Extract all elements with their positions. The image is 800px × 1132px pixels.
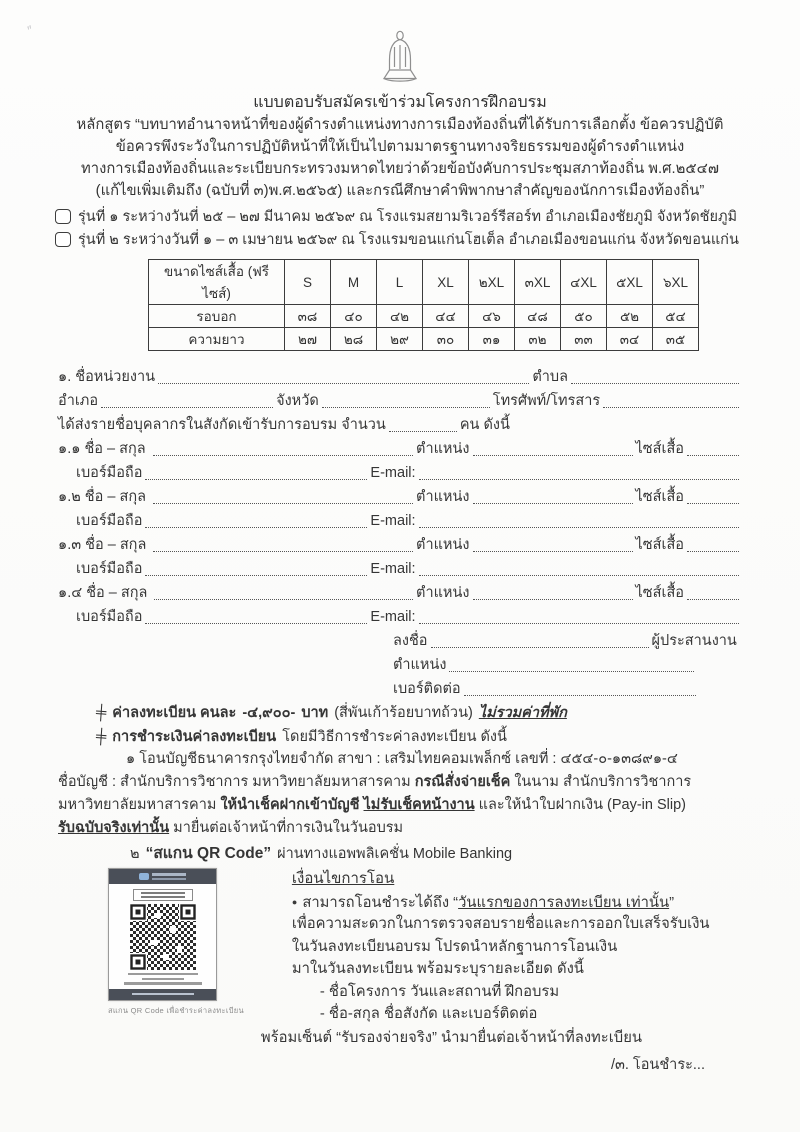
fee-note: ไม่รวมค่าที่พัก xyxy=(478,705,567,721)
size-cell: ๓๐ xyxy=(423,328,469,351)
bank-name-text-bar xyxy=(152,873,186,876)
condition-1-close: ” xyxy=(669,894,675,911)
shirt-label: ไซส์เสื้อ xyxy=(635,489,684,505)
province-blank xyxy=(322,407,490,408)
province-label: จังหวัด xyxy=(276,393,319,409)
transfer-conditions xyxy=(260,868,710,1049)
bank-account-text: ๑ โอนบัญชีธนาคารกรุงไทยจำกัด สาขา : เสริมไทยคอมเพล็กซ์ เลขที่ : ๔๕๔-๐-๑๓๘๙๑-๔ xyxy=(126,751,678,767)
qr-caption: สแกน QR Code เพื่อชำระค่าลงทะเบียน xyxy=(108,1005,244,1015)
count-suffix: คน ดังนี้ xyxy=(459,417,510,433)
account-text: มหาวิทยาลัยมหาสารคาม xyxy=(58,797,221,813)
amphoe-label: อำเภอ xyxy=(58,393,99,409)
qr-code-icon xyxy=(130,904,196,970)
contact-label: เบอร์ติดต่อ xyxy=(393,681,461,697)
session-2-label: รุ่นที่ ๒ ระหว่างวันที่ ๑ – ๓ เมษายน ๒๕๖๙ ณ โรงแรมขอนแก่นโฮเต็ล อำเภอเมืองขอนแก่น จังหวัดขอนแก่น xyxy=(78,232,739,248)
count-line xyxy=(58,412,742,436)
qr-finder-top-right xyxy=(179,904,196,921)
person-contact-line xyxy=(76,604,742,628)
condition-2: เพื่อความสะดวกในการตรวจสอบรายชื่อและการออกใบเสร็จรับเงิน xyxy=(291,916,710,932)
condition-5: - ชื่อโครงการ วันและสถานที่ ฝึกอบรม xyxy=(319,983,560,1000)
condition-3: ในวันลงทะเบียนอบรม โปรดนำหลักฐานการโอนเงิน xyxy=(291,938,618,955)
session-1-row xyxy=(55,205,800,228)
signature-block xyxy=(393,628,742,700)
size-cell: ๓๕ xyxy=(653,328,699,351)
mobile-label: เบอร์มือถือ xyxy=(76,609,143,625)
tambon-blank xyxy=(571,383,739,384)
person-contact-line xyxy=(76,508,742,532)
bank-transfer-line xyxy=(126,748,742,771)
qr-method-line xyxy=(130,840,742,865)
size-header-cell: S xyxy=(285,260,331,305)
contact-blank xyxy=(464,695,696,696)
name-blank xyxy=(154,599,413,600)
email-label: E-mail: xyxy=(370,609,416,625)
email-blank xyxy=(419,623,739,624)
size-cell: ๓๑ xyxy=(469,328,515,351)
mobile-blank xyxy=(145,623,367,624)
email-blank xyxy=(419,575,739,576)
org-line xyxy=(58,364,742,388)
account-text: ในนาม สำนักบริการวิชาการ xyxy=(510,774,692,790)
fee-line xyxy=(96,700,742,724)
session-2-checkbox[interactable] xyxy=(55,232,71,247)
conditions-title: เงื่อนไขการโอน xyxy=(291,870,395,887)
org-blank xyxy=(158,383,529,384)
account-name-line-1 xyxy=(58,771,742,794)
email-label: E-mail: xyxy=(370,513,416,529)
phone-blank xyxy=(603,407,739,408)
size-cell: ๒๙ xyxy=(377,328,423,351)
fee-label: ค่าลงทะเบียน คนละ xyxy=(112,705,237,721)
size-header-row xyxy=(149,260,699,305)
account-name-line-2 xyxy=(58,794,742,817)
size-cell: ๕๔ xyxy=(653,305,699,328)
session-2-row xyxy=(55,228,800,251)
account-name-line-3 xyxy=(58,817,742,840)
mobile-label: เบอร์มือถือ xyxy=(76,465,143,481)
qr-finder-bottom-left xyxy=(130,953,147,970)
person-number: ๑.๓ xyxy=(58,537,82,553)
org-label: ๑. ชื่อหน่วยงาน xyxy=(58,369,156,385)
size-cell: ๕๒ xyxy=(607,305,653,328)
method-label: การชำระเงินค่าลงทะเบียน xyxy=(112,729,277,745)
mobile-blank xyxy=(145,479,367,480)
qr-reference-box xyxy=(133,889,193,901)
phone-label: โทรศัพท์/โทรสาร xyxy=(492,393,601,409)
size-cell: ๒๗ xyxy=(285,328,331,351)
name-label: ชื่อ – สกุล xyxy=(84,441,146,457)
fee-amount: -๔,๙๐๐- xyxy=(242,705,296,721)
row-label-cell: รอบอก xyxy=(149,305,285,328)
original-slip-text: รับฉบับจริงเท่านั้น xyxy=(58,820,170,836)
size-cell: ๔๒ xyxy=(377,305,423,328)
position-label: ตำแหน่ง xyxy=(416,441,470,457)
name-blank xyxy=(153,551,413,552)
dot-bullet-icon: ● xyxy=(291,896,298,907)
person-name-line xyxy=(58,532,742,556)
size-header-cell: L xyxy=(377,260,423,305)
email-blank xyxy=(419,527,739,528)
position-label: ตำแหน่ง xyxy=(416,489,470,505)
person-number: ๑.๑ xyxy=(58,441,81,457)
applicant-form xyxy=(58,364,742,865)
position-blank xyxy=(473,599,633,600)
session-1-checkbox[interactable] xyxy=(55,209,71,224)
position-label: ตำแหน่ง xyxy=(416,585,470,601)
position-blank xyxy=(473,455,633,456)
cross-bullet-icon: ╪ xyxy=(95,728,107,746)
mobile-label: เบอร์มือถือ xyxy=(76,513,143,529)
condition-4: มาในวันลงทะเบียน พร้อมระบุรายละเอียด ดังนี้ xyxy=(291,961,584,977)
size-cell: ๓๘ xyxy=(285,305,331,328)
size-header-cell: ๔XL xyxy=(561,260,607,305)
size-header-cell: ๓XL xyxy=(515,260,561,305)
course-title-line-2: ข้อควรพึงระวังในการปฏิบัติหน้าที่ให้เป็นไปตามมาตรฐานทางจริยธรรมของผู้ดำรงตำแหน่ง xyxy=(115,139,685,155)
deposit-cheque-text: ให้นำเช็คฝากเข้าบัญชี xyxy=(220,797,360,813)
coordinator-label: ผู้ประสานงาน xyxy=(651,633,737,649)
person-number: ๑.๔ xyxy=(58,585,83,601)
condition-6: - ชื่อ-สกุล ชื่อสังกัด และเบอร์ติดต่อ xyxy=(319,1006,538,1022)
session-options xyxy=(55,205,800,251)
size-header-cell: ๕XL xyxy=(607,260,653,305)
fee-words: (สี่พันเก้าร้อยบาทถ้วน) xyxy=(334,705,473,721)
scan-qr-text: “สแกน QR Code” xyxy=(145,845,272,862)
method-rest: โดยมีวิธีการชำระค่าลงทะเบียน ดังนี้ xyxy=(282,729,507,745)
condition-1-text: สามารถโอนชำระได้ถึง “ xyxy=(302,894,459,911)
condition-1 xyxy=(292,891,710,914)
course-title-line-4: (แก้ไขเพิ่มเติมถึง (ฉบับที่ ๓)พ.ศ.๒๕๖๕) และกรณีศึกษาคำพิพากษาสำคัญของนักการเมืองท้องถิ่น” xyxy=(95,183,705,199)
bank-logo-band xyxy=(109,869,216,884)
mobile-blank xyxy=(145,575,367,576)
qr-payment-card xyxy=(108,868,217,1001)
person-entry-3 xyxy=(58,532,742,580)
person-contact-line xyxy=(76,460,742,484)
shirt-blank xyxy=(687,599,739,600)
bank-name-text-bar xyxy=(152,878,186,881)
certify-line: พร้อมเซ็นต์ “รับรองจ่ายจริง” นำมายื่นต่อเจ้าหน้าที่ลงทะเบียน xyxy=(260,1029,642,1046)
size-cell: ๓๓ xyxy=(561,328,607,351)
account-text: ชื่อบัญชี : สำนักบริการวิชาการ มหาวิทยาลัยมหาสารคาม xyxy=(58,774,415,790)
name-label: ชื่อ – สกุล xyxy=(84,489,146,505)
count-prefix: ได้ส่งรายชื่อบุคลากรในสังกัดเข้ารับการอบรม จำนวน xyxy=(58,417,386,433)
name-blank xyxy=(153,455,413,456)
sign-blank xyxy=(431,647,649,648)
cross-bullet-icon: ╪ xyxy=(95,704,107,722)
position-blank xyxy=(473,503,633,504)
course-title-line-3: ทางการเมืองท้องถิ่นและระเบียบกระทรวงมหาดไทยว่าด้วยข้อบังคับการประชุมสภาท้องถิ่น พ.ศ.๒๕๔๗ xyxy=(81,161,719,177)
qr-section xyxy=(108,868,800,1049)
chest-row xyxy=(149,305,699,328)
name-label: ชื่อ – สกุล xyxy=(85,537,147,553)
shirt-label: ไซส์เสื้อ xyxy=(635,441,684,457)
krungthai-logo-icon xyxy=(139,873,149,880)
sign-label: ลงชื่อ xyxy=(393,633,428,649)
size-header-cell: XL xyxy=(423,260,469,305)
course-title-line-1: หลักสูตร “บทบาทอำนาจหน้าที่ของผู้ดำรงตำแหน่งทางการเมืองท้องถิ่นที่ได้รับการเลือกตั้ง ข้อควรปฏิบัติ xyxy=(76,117,724,133)
fee-unit: บาท xyxy=(301,705,329,721)
qr-account-text-lines xyxy=(109,973,216,985)
sign-position-blank xyxy=(449,671,694,672)
size-header-cell: ๖XL xyxy=(653,260,699,305)
count-blank xyxy=(389,431,457,432)
amphoe-blank xyxy=(101,407,273,408)
shirt-blank xyxy=(687,455,739,456)
mobile-blank xyxy=(145,527,367,528)
position-label: ตำแหน่ง xyxy=(416,537,470,553)
first-day-only-text: วันแรกของการลงทะเบียน เท่านั้น xyxy=(458,894,670,911)
mobile-label: เบอร์มือถือ xyxy=(76,561,143,577)
shirt-label: ไซส์เสื้อ xyxy=(635,585,684,601)
size-header-cell: M xyxy=(331,260,377,305)
person-contact-line xyxy=(76,556,742,580)
pencil-marks: ″ xyxy=(25,21,39,38)
form-title: แบบตอบรับสมัครเข้าร่วมโครงการฝึกอบรม xyxy=(253,94,547,111)
contact-line xyxy=(393,676,742,700)
person-name-line xyxy=(58,580,742,604)
size-cell: ๓๒ xyxy=(515,328,561,351)
shirt-label: ไซส์เสื้อ xyxy=(635,537,684,553)
person-name-line xyxy=(58,436,742,460)
email-blank xyxy=(419,479,739,480)
sign-line xyxy=(393,628,742,652)
person-name-line xyxy=(58,484,742,508)
size-header-cell: ๒XL xyxy=(469,260,515,305)
length-row xyxy=(149,328,699,351)
district-line xyxy=(58,388,742,412)
size-cell: ๔๔ xyxy=(423,305,469,328)
size-cell: ๔๖ xyxy=(469,305,515,328)
size-cell: ๔๘ xyxy=(515,305,561,328)
person-entry-4 xyxy=(58,580,742,628)
mobile-banking-text: ผ่านทางแอพพลิเคชั่น Mobile Banking xyxy=(277,846,513,862)
person-entry-1 xyxy=(58,436,742,484)
session-1-label: รุ่นที่ ๑ ระหว่างวันที่ ๒๕ – ๒๗ มีนาคม ๒๕๖๙ ณ โรงแรมสยามริเวอร์รีสอร์ท อำเภอเมืองชัยภูมิ จังหวัดชัยภูมิ xyxy=(78,209,738,225)
email-label: E-mail: xyxy=(370,465,416,481)
account-text: มายื่นต่อเจ้าหน้าที่การเงินในวันอบรม xyxy=(169,820,404,836)
person-entry-2 xyxy=(58,484,742,532)
size-cell: ๔๐ xyxy=(331,305,377,328)
shirt-blank xyxy=(687,551,739,552)
qr-finder-top-left xyxy=(130,904,147,921)
person-number: ๑.๒ xyxy=(58,489,81,505)
name-blank xyxy=(153,503,413,504)
no-onsite-cheque-text: ไม่รับเช็คหน้างาน xyxy=(363,797,475,813)
cheque-case-text: กรณีสั่งจ่ายเช็ค xyxy=(414,774,511,790)
tambon-label: ตำบล xyxy=(532,369,568,385)
size-header-cell: ขนาดไซส์เสื้อ (ฟรีไซส์) xyxy=(149,260,285,305)
shirt-size-table xyxy=(148,259,699,351)
account-text: และให้นำใบฝากเงิน (Pay-in Slip) xyxy=(474,797,686,813)
qr-column xyxy=(108,868,244,1017)
row-label-cell: ความยาว xyxy=(149,328,285,351)
payment-method-line xyxy=(96,724,742,748)
sign-position-line xyxy=(393,652,742,676)
method-number: ๒ xyxy=(130,846,140,862)
university-seal-icon xyxy=(377,30,423,88)
email-label: E-mail: xyxy=(370,561,416,577)
size-cell: ๕๐ xyxy=(561,305,607,328)
sign-position-label: ตำแหน่ง xyxy=(393,657,447,673)
size-cell: ๓๔ xyxy=(607,328,653,351)
name-label: ชื่อ – สกุล xyxy=(86,585,148,601)
position-blank xyxy=(473,551,633,552)
shirt-blank xyxy=(687,503,739,504)
size-cell: ๒๘ xyxy=(331,328,377,351)
page-continuation-note: /๓. โอนชำระ... xyxy=(610,1057,705,1073)
qr-footer-band xyxy=(109,989,216,1000)
